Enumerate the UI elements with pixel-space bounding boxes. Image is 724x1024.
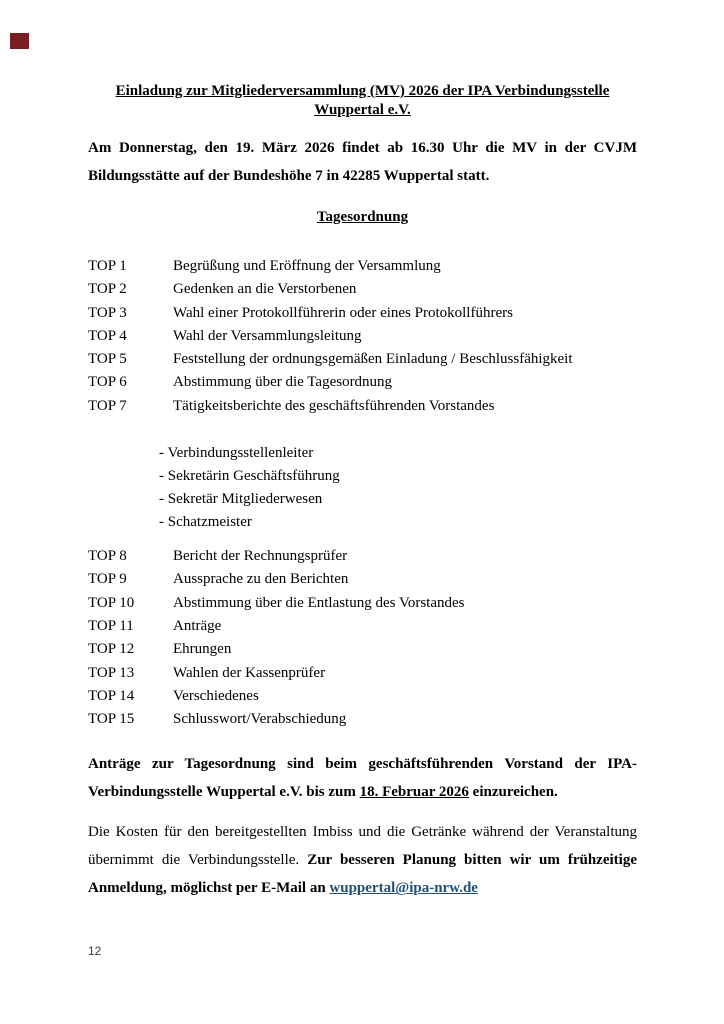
agenda-item-label: TOP 11 bbox=[88, 617, 134, 634]
agenda-item-text: Tätigkeitsberichte des geschäftsführenden Vorstandes bbox=[173, 397, 495, 414]
agenda-item bbox=[88, 302, 637, 325]
costs-text-regular: Die Kosten für den bereitgestellten Imbiss und die Getränke während der Veranstaltung übernimmt die Verbindungsstelle. bbox=[88, 824, 637, 869]
agenda-item bbox=[88, 662, 637, 685]
agenda-item-text: Wahl der Versammlungsleitung bbox=[173, 327, 362, 344]
agenda-item-text: Aussprache zu den Berichten bbox=[173, 571, 349, 588]
motions-paragraph bbox=[88, 750, 637, 806]
agenda-item-label: TOP 3 bbox=[88, 304, 127, 321]
agenda-item-label: TOP 4 bbox=[88, 327, 127, 344]
agenda-item-text: Abstimmung über die Tagesordnung bbox=[173, 374, 393, 391]
agenda-item bbox=[88, 638, 637, 661]
agenda-item-text: Schlusswort/Verabschiedung bbox=[173, 711, 347, 728]
agenda-item-text: Begrüßung und Eröffnung der Versammlung bbox=[173, 258, 441, 274]
agenda-item-text: Gedenken an die Verstorbenen bbox=[173, 281, 357, 298]
agenda-item-label: TOP 5 bbox=[88, 351, 127, 368]
intro-paragraph: Am Donnerstag, den 19. März 2026 findet ab 16.30 Uhr die MV in der CVJM Bildungsstätte auf der Bundeshöhe 7 in 42285 Wuppertal statt. bbox=[88, 140, 637, 184]
agenda-item-text: Abstimmung über die Entlastung des Vorstandes bbox=[173, 594, 465, 611]
red-corner-marker bbox=[10, 33, 29, 49]
agenda-item bbox=[88, 568, 637, 591]
costs-text-bold: Zur besseren Planung bitten wir um frühzeitige Anmeldung, möglichst per E-Mail an bbox=[88, 852, 637, 897]
agenda-item bbox=[88, 395, 637, 418]
agenda-item-label: TOP 1 bbox=[88, 258, 127, 274]
motions-text-before: Anträge zur Tagesordnung sind beim geschäftsführenden Vorstand der IPA-Verbindungsstelle Wuppertal e.V. bis zum bbox=[88, 756, 637, 801]
agenda-list-part1 bbox=[88, 255, 637, 418]
document-title: Einladung zur Mitgliederversammlung (MV) 2026 der IPA Verbindungsstelle Wuppertal e.V. bbox=[115, 83, 610, 118]
agenda-item bbox=[88, 255, 637, 278]
agenda-item bbox=[88, 348, 637, 371]
agenda-item-label: TOP 13 bbox=[88, 664, 135, 681]
agenda-item-label: TOP 2 bbox=[88, 281, 127, 298]
board-subitem: - Verbindungsstellenleiter bbox=[159, 445, 314, 462]
agenda-item-label: TOP 6 bbox=[88, 374, 127, 391]
agenda-item-label: TOP 15 bbox=[88, 711, 135, 728]
agenda-heading: Tagesordnung bbox=[316, 209, 409, 225]
motions-text-after: einzureichen. bbox=[468, 784, 558, 801]
board-subitem: - Schatzmeister bbox=[159, 514, 252, 531]
agenda-item-text: Verschiedenes bbox=[173, 687, 259, 704]
agenda-item-text: Ehrungen bbox=[173, 641, 232, 658]
agenda-item-text: Feststellung der ordnungsgemäßen Einladung / Beschlussfähigkeit bbox=[173, 351, 573, 368]
agenda-list-part2 bbox=[88, 545, 637, 731]
motions-deadline: 18. Februar 2026 bbox=[359, 784, 469, 801]
agenda-item bbox=[88, 325, 637, 348]
board-subitem: - Sekretärin Geschäftsführung bbox=[159, 468, 340, 485]
email-link[interactable]: wuppertal@ipa-nrw.de bbox=[329, 880, 478, 897]
agenda-item bbox=[88, 278, 637, 301]
agenda-item-text: Wahl einer Protokollführerin oder eines Protokollführers bbox=[173, 304, 513, 321]
agenda-item-text: Wahlen der Kassenprüfer bbox=[173, 664, 326, 681]
costs-paragraph bbox=[88, 818, 637, 902]
agenda-item-text: Bericht der Rechnungsprüfer bbox=[173, 548, 348, 565]
board-subitems bbox=[159, 442, 637, 534]
agenda-item-label: TOP 14 bbox=[88, 687, 135, 704]
agenda-item-label: TOP 8 bbox=[88, 548, 127, 565]
agenda-item bbox=[88, 371, 637, 394]
document-content bbox=[88, 0, 637, 902]
agenda-item-label: TOP 12 bbox=[88, 641, 135, 658]
board-subitem: - Sekretär Mitgliederwesen bbox=[159, 491, 323, 508]
agenda-item bbox=[88, 685, 637, 708]
agenda-item-label: TOP 10 bbox=[88, 594, 135, 611]
page-number: 12 bbox=[88, 944, 102, 958]
agenda-item bbox=[88, 708, 637, 731]
agenda-item-label: TOP 9 bbox=[88, 571, 127, 588]
agenda-item-text: Anträge bbox=[173, 617, 222, 634]
agenda-item-label: TOP 7 bbox=[88, 397, 127, 414]
agenda-item bbox=[88, 615, 637, 638]
agenda-item bbox=[88, 592, 637, 615]
agenda-item bbox=[88, 545, 637, 568]
